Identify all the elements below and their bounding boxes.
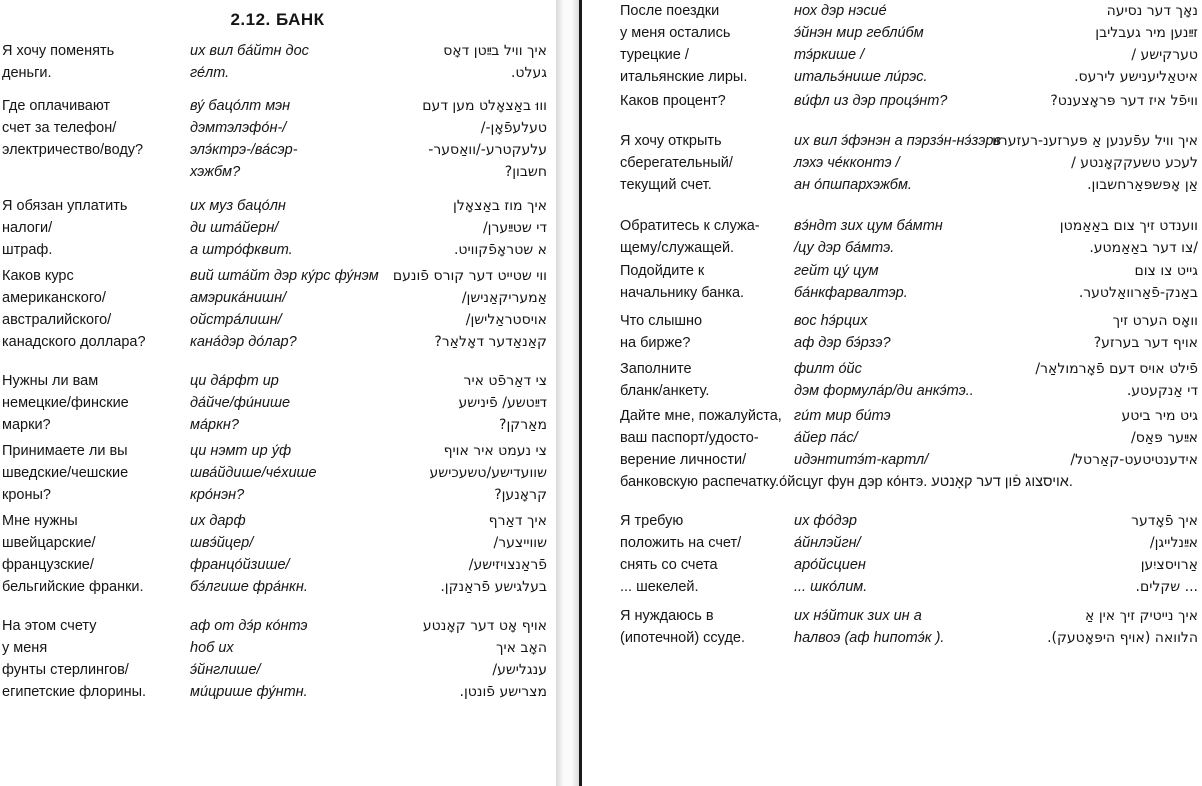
russian-text: Я хочу поменять деньги. bbox=[2, 43, 115, 81]
transliteration-text: их нэ́йтик зих ин а hалвоэ (аф hипотэ́к ). bbox=[794, 608, 945, 646]
right-page bbox=[584, 0, 1202, 786]
yiddish-text: גיט מיר ביטע אײַער פּאַס/ אידענטיטעט-קאַרטל/ bbox=[1070, 408, 1198, 468]
transliteration-text: ви́фл из дэр процэ́нт? bbox=[794, 93, 948, 109]
transliteration-text: их дарф швэ́йцер/ францо́йзише/ бэ́лгише фра́нкн. bbox=[190, 513, 308, 595]
yiddish-text: איך וויל בײַטן דאָס געלט. bbox=[443, 43, 547, 81]
yiddish-text: גייט צו צום באַנק-פֿאַרוואַלטער. bbox=[1078, 263, 1198, 301]
transliteration-text: вий шта́йт дэр ку́рс фу́нэм амэрика́нишн/ ойстра́лишн/ кана́дэр до́лар? bbox=[190, 268, 379, 350]
russian-text: Принимаете ли вы шведские/чешские кроны? bbox=[2, 443, 129, 503]
russian-text: Я обязан уплатить налоги/ штраф. bbox=[2, 198, 128, 258]
transliteration-text: гейт цу́ цум ба́нкфарвалтэр. bbox=[794, 263, 908, 301]
transliteration-text: ци нэмт ир у́ф шва́йдише/че́хише кро́нэн? bbox=[190, 443, 317, 503]
russian-text: Каков процент? bbox=[620, 93, 726, 109]
yiddish-text: אויף אָט דער קאָנטע האָב איך ענגלישע/ מצרישע פֿונטן. bbox=[422, 618, 547, 700]
transliteration-text: ву́ бацо́лт мэн дэмтэлэфо́н-/ элэ́ктрэ-/ва́сэр- хэжбм? bbox=[190, 98, 298, 180]
transliteration-text: ци да́рфт ир да́йче/фи́нише ма́ркн? bbox=[190, 373, 291, 433]
page-title: 2.12. БАНК bbox=[230, 10, 325, 29]
russian-text: Где оплачивают счет за телефон/ электричество/воду? bbox=[2, 98, 144, 158]
book-spine bbox=[556, 0, 582, 786]
transliteration-text: их муз бацо́лн ди шта́йерн/ а штро́фквит. bbox=[190, 198, 293, 258]
russian-text: Мне нужны швейцарские/ французские/ бельгийские франки. bbox=[2, 513, 144, 595]
russian-text: Подойдите к начальнику банка. bbox=[620, 263, 745, 301]
russian-text: Я требую положить на счет/ снять со счета ... шекелей. bbox=[620, 513, 742, 595]
yiddish-text: איך דאַרף שווייצער/ פֿראַנצויזישע/ בעלגישע פֿראַנקן. bbox=[440, 513, 547, 595]
yiddish-text: ווי שטייט דער קורס פֿונעם אַמעריקאַנישן/ אויסטראַלישן/ קאַנאַדער דאָלאַר? bbox=[392, 268, 547, 350]
yiddish-text: איך מוז באַצאָלן די שטײַערן/ א שטראָפֿקוויט. bbox=[453, 198, 547, 258]
yiddish-text: וואָס הערט זיך אויף דער בערזע? bbox=[1093, 313, 1198, 351]
russian-text: После поездки у меня остались турецкие / итальянские лиры. bbox=[620, 3, 748, 85]
yiddish-text: פֿילט אויס דעם פֿאָרמולאַר/ די אַנקעטע. bbox=[1035, 361, 1198, 399]
yiddish-text: נאָך דער נסיעה זײַנען מיר געבליבן טערקישע / איטאַליענישע לירעס. bbox=[1074, 3, 1198, 85]
yiddish-text: איך וויל עפֿענען אַ פּערזענ-רעזערוו לעכע טשעקקאָנטע / אַן אָפּשפּאַרחשבון. bbox=[992, 133, 1198, 193]
russian-text: Заполните бланк/анкету. bbox=[620, 361, 710, 399]
yiddish-text: צי דאַרפֿט איר דײַטשע/ פֿינישע מאַרקן? bbox=[458, 373, 547, 433]
russian-text: Я хочу открыть сберегательный/ текущий счет. bbox=[620, 133, 733, 193]
transliteration-text: ги́т мир би́тэ а́йер па́с/ идэнтитэ́т-картл/ bbox=[794, 408, 929, 468]
russian-text: Я нуждаюсь в (ипотечной) ссуде. bbox=[620, 608, 745, 646]
yiddish-text: צי נעמט איר אויף שוועדישע/טשעכישע קראָנען? bbox=[429, 443, 547, 503]
russian-text: На этом счету у меня фунты стерлингов/ египетские флорины. bbox=[2, 618, 147, 700]
yiddish-text: ווענדט זיך צום באַאַמטן /צו דער באַאַמטע. bbox=[1059, 218, 1198, 256]
russian-text: Дайте мне, пожалуйста, ваш паспорт/удосто- верение личности/ bbox=[620, 408, 782, 468]
russian-text: Обратитесь к служа- щему/служащей. bbox=[620, 218, 760, 256]
transliteration-text: филт о́йс дэм формула́р/ди анкэ́тэ.. bbox=[794, 361, 974, 399]
transliteration-text: вос hэ́рцих аф дэр бэ́рзэ? bbox=[794, 313, 891, 351]
transliteration-text: их фо́дэр а́йнлэйгн/ аро́йсциен ... шко́лим. bbox=[794, 513, 868, 595]
yiddish-text: וויפֿל איז דער פּראָצענט? bbox=[1050, 93, 1198, 109]
russian-text: Нужны ли вам немецкие/финские марки? bbox=[2, 373, 129, 433]
transliteration-text: нох дэр нэсие́ э́йнэн мир гебли́бм тэ́ркише / итальэ́нише ли́рэс. bbox=[794, 3, 928, 85]
yiddish-text: איך נייטיק זיך אין אַ הלוואה (אויף היפּאָטעק). bbox=[1047, 608, 1198, 646]
passport-entry-tail: банковскую распечатку.о́йсцуг фун дэр ко́нтэ. אויסצוג פֿון דער קאָנטע. bbox=[620, 474, 1073, 490]
yiddish-text: איך פֿאָדער אײַנלייגן/ אַרויסציִען ... שקלים. bbox=[1131, 513, 1198, 595]
transliteration-text: их вил э́фэнэн а пэрзэ́н-нэ́зэрв лэхэ че́кконтэ / ан о́пшпархэжбм. bbox=[794, 133, 1002, 193]
transliteration-text: аф от дэ́р ко́нтэ hоб их э́йнглише/ ми́црише фу́нтн. bbox=[190, 618, 308, 700]
transliteration-text: вэ́ндт зих цум ба́мтн /цу дэр ба́мтэ. bbox=[794, 218, 943, 256]
left-page bbox=[0, 0, 555, 786]
russian-text: Каков курс американского/ австралийского/ канадского доллара? bbox=[2, 268, 146, 350]
transliteration-text: их вил ба́йтн дос ге́лт. bbox=[190, 43, 309, 81]
russian-text: Что слышно на бирже? bbox=[620, 313, 703, 351]
yiddish-text: וווּ באַצאָלט מען דעם טעלעפֿאָן-/ עלעקטרע-/וואַסער- חשבון? bbox=[422, 98, 547, 180]
